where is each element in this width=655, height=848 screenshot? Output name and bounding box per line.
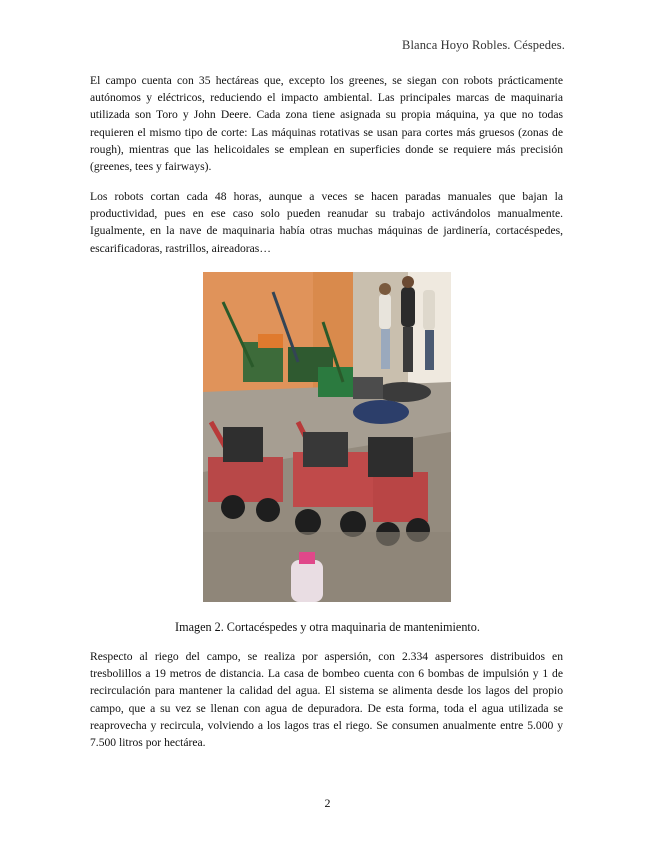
paragraph-mowing: El campo cuenta con 35 hectáreas que, excepto los greenes, se siegan con robots prácticamente autónomos y eléctricos, reduciendo el impacto ambiental. Las principales marcas de maquinaria utilizada son Toro y John Deere. Cada zona tiene asignada su propia máquina, ya que no todas requieren el mismo tipo de corte: Las máquinas rotativas se usan para cortes más gruesos (zonas de rough), mientras que las helicoidales se emplean en superficies donde se requiere más precisión (greenes, tees y fairways). [90,74,563,174]
machinery-photo [203,272,451,602]
paragraph-robots: Los robots cortan cada 48 horas, aunque a veces se hacen paradas manuales que bajan la productividad, pues en ese caso solo pueden reanudar su trabajo activándolos manualmente. Igualmente, en la nave de maquinaria había otras muchas máquinas de jardinería, cortacéspedes, escarificadoras, rastrillos, aireadoras… [90,190,563,255]
paragraph-irrigation: Respecto al riego del campo, se realiza por aspersión, con 2.334 aspersores distribuidos en tresbolillos a 19 metros de distancia. La casa de bombeo cuenta con 6 bombas de impulsión y 1 de recirculación para mantener la calidad del agua. El sistema se alimenta desde los lagos del propio campo, que a su vez se llenan con agua de depuradora. De esta forma, toda el agua utilizada se reaprovecha y recircula, volviendo a los lagos tras el riego. Se consumen anualmente entre 5.000 y 7.500 litros por hectárea. [90,650,563,750]
running-header: Blanca Hoyo Robles. Céspedes. [402,38,565,52]
figure-caption: Imagen 2. Cortacéspedes y otra maquinaria de mantenimiento. [175,620,480,634]
page-number: 2 [324,796,331,810]
